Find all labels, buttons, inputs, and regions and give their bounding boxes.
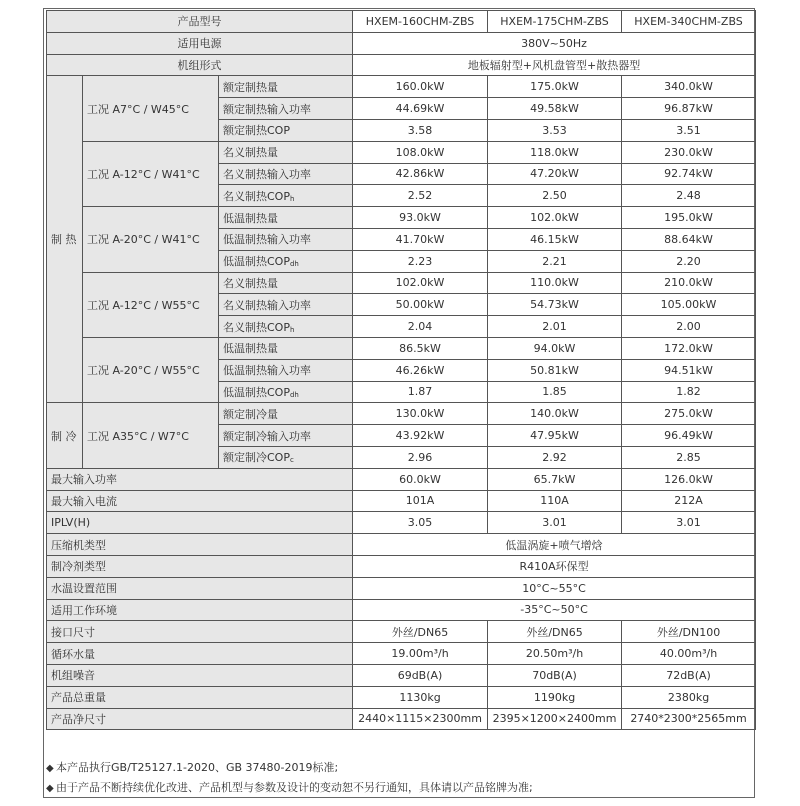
value-cell: 外丝/DN100 — [622, 621, 756, 643]
value-cell: 96.49kW — [622, 425, 756, 447]
value-cell: 19.00m³/h — [353, 643, 488, 665]
param-label — [219, 316, 353, 338]
value-cell: 2.04 — [353, 316, 488, 338]
value-cell: 2395×1200×2400mm — [488, 708, 622, 730]
param-label — [219, 425, 353, 447]
value-cell: 93.0kW — [353, 207, 488, 229]
param-text: 额定制热COP — [223, 124, 290, 138]
heating-row — [47, 141, 756, 163]
shared-label: 水温设置范围 — [47, 577, 353, 599]
param-text: 额定制冷量 — [223, 407, 278, 421]
value-cell: 外丝/DN65 — [488, 621, 622, 643]
param-label — [219, 163, 353, 185]
param-text: 名义制热输入功率 — [223, 167, 311, 181]
spec-label: 循环水量 — [47, 643, 353, 665]
model-name: HXEM-340CHM-ZBS — [622, 11, 756, 33]
note-item — [46, 758, 746, 778]
general-label: 最大输入电流 — [47, 490, 353, 512]
cooling-label: 制 冷 — [47, 403, 83, 468]
cooling-row — [47, 403, 756, 425]
param-text: 低温制热量 — [223, 342, 278, 356]
value-cell: 50.00kW — [353, 294, 488, 316]
value-cell: 102.0kW — [488, 207, 622, 229]
value-cell: 2.48 — [622, 185, 756, 207]
spec-label: 机组噪音 — [47, 664, 353, 686]
value-cell: 108.0kW — [353, 141, 488, 163]
note-item — [46, 778, 746, 798]
power-value: 380V~50Hz — [353, 32, 756, 54]
shared-label: 压缩机类型 — [47, 534, 353, 556]
spec-label: 产品净尺寸 — [47, 708, 353, 730]
value-cell: 2.20 — [622, 250, 756, 272]
spec-label: 接口尺寸 — [47, 621, 353, 643]
value-cell: 2.21 — [488, 250, 622, 272]
value-cell: 47.95kW — [488, 425, 622, 447]
unit-type-row — [47, 54, 756, 76]
param-label — [219, 119, 353, 141]
shared-row — [47, 577, 756, 599]
value-cell: 110.0kW — [488, 272, 622, 294]
value-cell: 2.96 — [353, 446, 488, 468]
param-text: 额定制热量 — [223, 80, 278, 94]
note-text: 由于产品不断持续优化改进、产品机型与参数及设计的变动恕不另行通知，具体请以产品铭牌为准; — [56, 781, 533, 794]
value-cell: 2.00 — [622, 316, 756, 338]
value-cell: 230.0kW — [622, 141, 756, 163]
shared-label: 适用工作环境 — [47, 599, 353, 621]
value-cell: 46.15kW — [488, 228, 622, 250]
param-text: 名义制热量 — [223, 146, 278, 160]
value-cell: 2.01 — [488, 316, 622, 338]
value-cell: 70dB(A) — [488, 664, 622, 686]
value-cell: 3.51 — [622, 119, 756, 141]
shared-label: 制冷剂类型 — [47, 555, 353, 577]
param-label — [219, 76, 353, 98]
value-cell: 210.0kW — [622, 272, 756, 294]
value-cell: 2.52 — [353, 185, 488, 207]
value-cell: 172.0kW — [622, 337, 756, 359]
value-cell: 2.85 — [622, 446, 756, 468]
value-cell: 175.0kW — [488, 76, 622, 98]
value-cell: 140.0kW — [488, 403, 622, 425]
value-cell: 1.87 — [353, 381, 488, 403]
value-cell: 60.0kW — [353, 468, 488, 490]
value-cell: 94.51kW — [622, 359, 756, 381]
value-cell: 212A — [622, 490, 756, 512]
value-cell: 1.85 — [488, 381, 622, 403]
shared-value: -35°C~50°C — [353, 599, 756, 621]
spec-table-body — [47, 11, 756, 730]
param-label — [219, 185, 353, 207]
param-text: 名义制热输入功率 — [223, 298, 311, 312]
param-subscript: dh — [289, 260, 299, 269]
param-label — [219, 272, 353, 294]
param-label — [219, 359, 353, 381]
condition-label: 工况 A7°C / W45°C — [83, 76, 219, 141]
condition-label: 工况 A-20°C / W55°C — [83, 337, 219, 402]
value-cell: 101A — [353, 490, 488, 512]
param-text: 低温制热输入功率 — [223, 364, 311, 378]
general-row — [47, 512, 756, 534]
value-cell: 160.0kW — [353, 76, 488, 98]
param-text: 名义制热量 — [223, 276, 278, 290]
value-cell: 2380kg — [622, 686, 756, 708]
shared-row — [47, 555, 756, 577]
spec-row — [47, 686, 756, 708]
model-name: HXEM-160CHM-ZBS — [353, 11, 488, 33]
value-cell: 2740*2300*2565mm — [622, 708, 756, 730]
param-label — [219, 381, 353, 403]
value-cell: 2.50 — [488, 185, 622, 207]
param-text: 低温制热COP — [223, 255, 290, 269]
value-cell: 69dB(A) — [353, 664, 488, 686]
shared-value: 10°C~55°C — [353, 577, 756, 599]
condition-label: 工况 A-20°C / W41°C — [83, 207, 219, 272]
value-cell: 外丝/DN65 — [353, 621, 488, 643]
model-name: HXEM-175CHM-ZBS — [488, 11, 622, 33]
value-cell: 3.05 — [353, 512, 488, 534]
model-label: 产品型号 — [47, 11, 353, 33]
param-text: 名义制热COP — [223, 189, 290, 203]
value-cell: 110A — [488, 490, 622, 512]
value-cell: 49.58kW — [488, 98, 622, 120]
heating-label: 制 热 — [47, 76, 83, 403]
shared-value: R410A环保型 — [353, 555, 756, 577]
value-cell: 102.0kW — [353, 272, 488, 294]
param-text: 额定制冷输入功率 — [223, 429, 311, 443]
condition-label: 工况 A-12°C / W55°C — [83, 272, 219, 337]
param-text: 低温制热输入功率 — [223, 233, 311, 247]
value-cell: 3.58 — [353, 119, 488, 141]
value-cell: 275.0kW — [622, 403, 756, 425]
condition-label: 工况 A35°C / W7°C — [83, 403, 219, 468]
value-cell: 96.87kW — [622, 98, 756, 120]
value-cell: 3.53 — [488, 119, 622, 141]
condition-label: 工况 A-12°C / W41°C — [83, 141, 219, 206]
param-subscript: h — [289, 325, 295, 334]
param-label — [219, 446, 353, 468]
spec-label: 产品总重量 — [47, 686, 353, 708]
param-subscript: dh — [289, 390, 299, 399]
value-cell: 1130kg — [353, 686, 488, 708]
param-subscript: c — [289, 456, 294, 465]
value-cell: 86.5kW — [353, 337, 488, 359]
param-text: 名义制热COP — [223, 320, 290, 334]
notes-section — [46, 758, 746, 798]
value-cell: 50.81kW — [488, 359, 622, 381]
param-label — [219, 337, 353, 359]
value-cell: 41.70kW — [353, 228, 488, 250]
value-cell: 43.92kW — [353, 425, 488, 447]
param-label — [219, 294, 353, 316]
shared-value: 低温涡旋+喷气增焓 — [353, 534, 756, 556]
value-cell: 3.01 — [622, 512, 756, 534]
value-cell: 40.00m³/h — [622, 643, 756, 665]
power-label: 适用电源 — [47, 32, 353, 54]
heating-row — [47, 207, 756, 229]
general-row — [47, 490, 756, 512]
value-cell: 340.0kW — [622, 76, 756, 98]
value-cell: 47.20kW — [488, 163, 622, 185]
value-cell: 44.69kW — [353, 98, 488, 120]
param-text: 额定制热输入功率 — [223, 102, 311, 116]
bullet-icon: ◆ — [46, 763, 54, 774]
value-cell: 126.0kW — [622, 468, 756, 490]
unit-type-label: 机组形式 — [47, 54, 353, 76]
value-cell: 105.00kW — [622, 294, 756, 316]
value-cell: 1190kg — [488, 686, 622, 708]
value-cell: 46.26kW — [353, 359, 488, 381]
param-subscript: h — [289, 194, 295, 203]
value-cell: 3.01 — [488, 512, 622, 534]
param-text: 低温制热COP — [223, 385, 290, 399]
general-label: IPLV(H) — [47, 512, 353, 534]
value-cell: 94.0kW — [488, 337, 622, 359]
value-cell: 65.7kW — [488, 468, 622, 490]
value-cell: 2440×1115×2300mm — [353, 708, 488, 730]
shared-row — [47, 534, 756, 556]
param-label — [219, 141, 353, 163]
value-cell: 42.86kW — [353, 163, 488, 185]
shared-row — [47, 599, 756, 621]
value-cell: 88.64kW — [622, 228, 756, 250]
spec-table — [46, 10, 756, 730]
general-row — [47, 468, 756, 490]
param-text: 低温制热量 — [223, 211, 278, 225]
heating-row — [47, 272, 756, 294]
heating-row — [47, 337, 756, 359]
table-header-row — [47, 11, 756, 33]
param-label — [219, 403, 353, 425]
value-cell: 2.23 — [353, 250, 488, 272]
value-cell: 130.0kW — [353, 403, 488, 425]
value-cell: 1.82 — [622, 381, 756, 403]
spec-row — [47, 708, 756, 730]
spec-row — [47, 643, 756, 665]
spec-row — [47, 621, 756, 643]
heating-row — [47, 76, 756, 98]
general-label: 最大输入功率 — [47, 468, 353, 490]
value-cell: 2.92 — [488, 446, 622, 468]
value-cell: 118.0kW — [488, 141, 622, 163]
value-cell: 195.0kW — [622, 207, 756, 229]
bullet-icon: ◆ — [46, 783, 54, 794]
param-label — [219, 228, 353, 250]
param-label — [219, 207, 353, 229]
param-label — [219, 98, 353, 120]
param-text: 额定制冷COP — [223, 451, 290, 465]
unit-type-value: 地板辐射型+风机盘管型+散热器型 — [353, 54, 756, 76]
param-label — [219, 250, 353, 272]
value-cell: 20.50m³/h — [488, 643, 622, 665]
spec-row — [47, 664, 756, 686]
power-row — [47, 32, 756, 54]
value-cell: 54.73kW — [488, 294, 622, 316]
value-cell: 72dB(A) — [622, 664, 756, 686]
note-text: 本产品执行GB/T25127.1-2020、GB 37480-2019标准; — [56, 761, 339, 774]
value-cell: 92.74kW — [622, 163, 756, 185]
